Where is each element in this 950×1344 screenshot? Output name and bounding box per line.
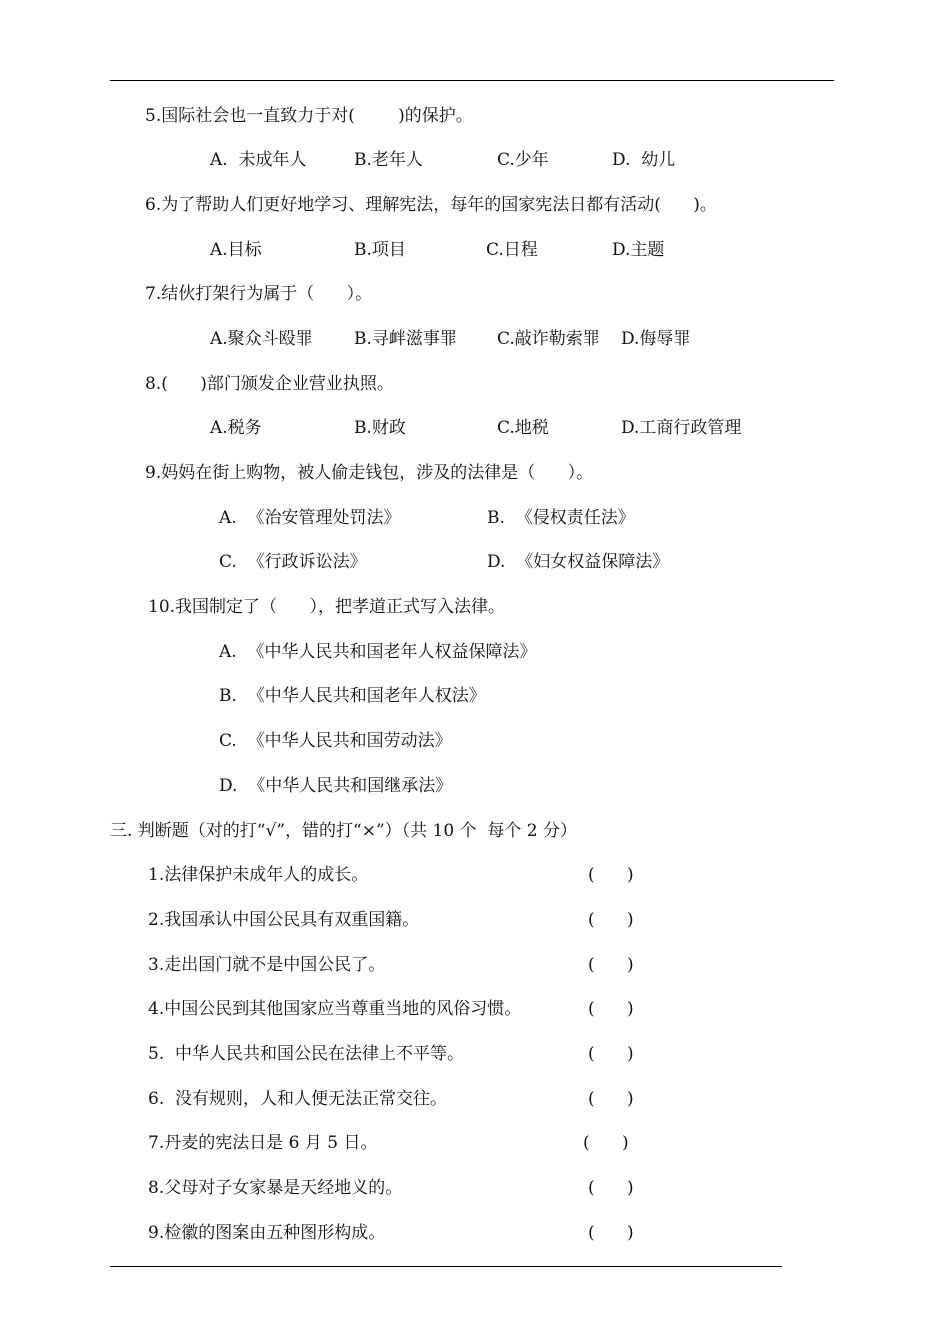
question-stem: 6.为了帮助人们更好地学习、理解宪法，每年的国家宪法日都有活动( )。 xyxy=(145,195,717,215)
answer-blank[interactable]: ( ) xyxy=(583,1133,629,1153)
option-c: C. 《行政诉讼法》 xyxy=(219,552,367,572)
answer-blank[interactable]: ( ) xyxy=(588,1089,634,1109)
answer-blank[interactable]: ( ) xyxy=(588,955,634,975)
option-d: D.主题 xyxy=(612,240,665,260)
bottom-rule xyxy=(110,1266,782,1267)
tf-item: 1.法律保护未成年人的成长。 xyxy=(148,865,369,885)
tf-item: 4.中国公民到其他国家应当尊重当地的风俗习惯。 xyxy=(148,999,522,1019)
tf-item: 9.检徽的图案由五种图形构成。 xyxy=(148,1223,386,1243)
option-a: A. 《中华人民共和国老年人权益保障法》 xyxy=(219,642,537,662)
answer-blank[interactable]: ( ) xyxy=(588,1178,634,1198)
option-c: C.地税 xyxy=(497,418,549,438)
tf-item: 5. 中华人民共和国公民在法律上不平等。 xyxy=(148,1044,465,1064)
option-d: D. 《妇女权益保障法》 xyxy=(487,552,670,572)
option-a: A.税务 xyxy=(210,418,262,438)
tf-item: 8.父母对子女家暴是天经地义的。 xyxy=(148,1178,403,1198)
option-a: A. 《治安管理处罚法》 xyxy=(219,508,401,528)
question-stem: 5.国际社会也一直致力于对( )的保护。 xyxy=(145,106,473,126)
option-c: C. 《中华人民共和国劳动法》 xyxy=(219,731,452,751)
tf-item: 7.丹麦的宪法日是 6 月 5 日。 xyxy=(148,1133,378,1153)
answer-blank[interactable]: ( ) xyxy=(588,999,634,1019)
option-b: B.老年人 xyxy=(354,150,423,170)
option-a: A.聚众斗殴罪 xyxy=(210,329,313,349)
option-c: C.敲诈勒索罪 xyxy=(497,329,600,349)
option-d: D.工商行政管理 xyxy=(621,418,742,438)
option-c: C.日程 xyxy=(486,240,538,260)
tf-item: 3.走出国门就不是中国公民了。 xyxy=(148,955,386,975)
option-a: A. 未成年人 xyxy=(210,150,307,170)
option-b: B.项目 xyxy=(354,240,406,260)
tf-item: 6. 没有规则，人和人便无法正常交往。 xyxy=(148,1089,448,1109)
option-a: A.目标 xyxy=(210,240,262,260)
answer-blank[interactable]: ( ) xyxy=(588,865,634,885)
question-stem: 7.结伙打架行为属于（ ）。 xyxy=(145,284,373,304)
option-b: B. 《中华人民共和国老年人权法》 xyxy=(219,686,486,706)
answer-blank[interactable]: ( ) xyxy=(588,1044,634,1064)
option-b: B.财政 xyxy=(354,418,406,438)
option-d: D.侮辱罪 xyxy=(621,329,691,349)
option-d: D. 幼儿 xyxy=(612,150,676,170)
option-b: B. 《侵权责任法》 xyxy=(487,508,635,528)
question-stem: 9.妈妈在街上购物，被人偷走钱包，涉及的法律是（ ）。 xyxy=(145,463,594,483)
question-stem: 10.我国制定了（ ），把孝道正式写入法律。 xyxy=(148,597,505,617)
option-b: B.寻衅滋事罪 xyxy=(354,329,457,349)
option-d: D. 《中华人民共和国继承法》 xyxy=(219,776,453,796)
option-c: C.少年 xyxy=(497,150,549,170)
top-rule xyxy=(110,80,834,81)
section-heading: 三. 判断题（对的打“√”，错的打“×”）（共 10 个 每个 2 分） xyxy=(110,821,578,841)
answer-blank[interactable]: ( ) xyxy=(588,1223,634,1243)
question-stem: 8.( )部门颁发企业营业执照。 xyxy=(145,374,394,394)
answer-blank[interactable]: ( ) xyxy=(588,910,634,930)
tf-item: 2.我国承认中国公民具有双重国籍。 xyxy=(148,910,420,930)
